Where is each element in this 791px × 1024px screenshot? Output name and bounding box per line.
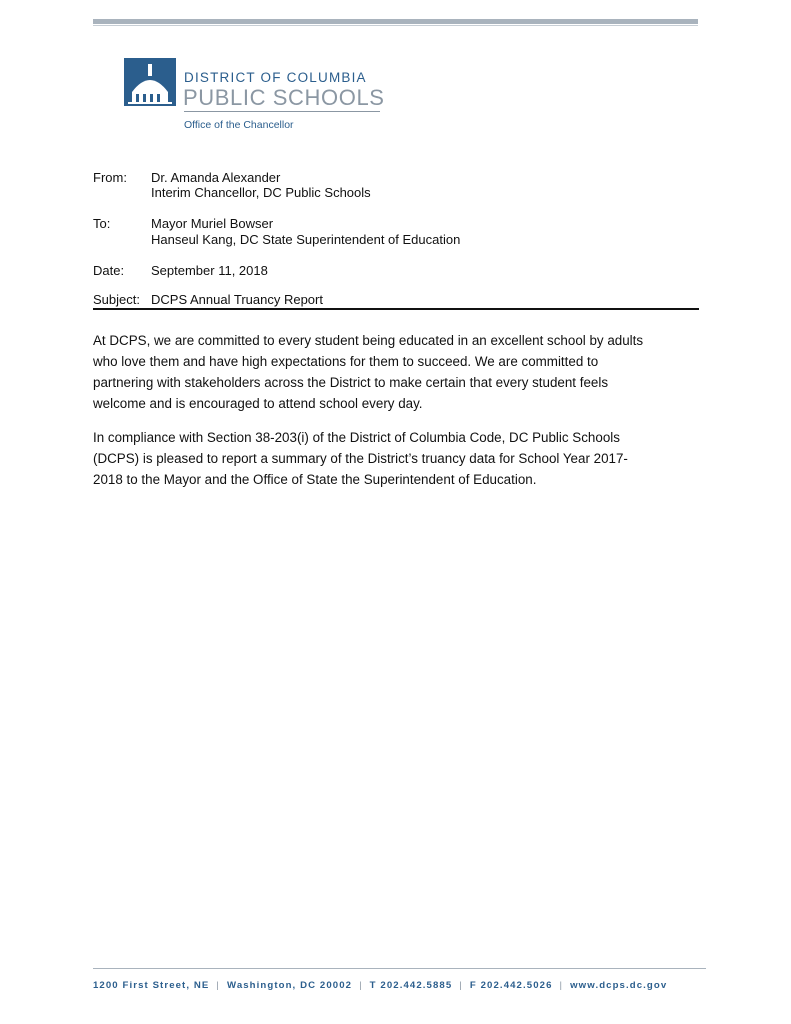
letterhead-logo	[124, 58, 394, 138]
body-line: In compliance with Section 38-203(i) of the District of Columbia Code, DC Public Schools	[93, 430, 620, 445]
footer-rule	[93, 968, 706, 969]
footer-website: www.dcps.dc.gov	[570, 980, 668, 991]
org-name-line2: PUBLIC SCHOOLS	[183, 85, 385, 110]
org-name-line1: DISTRICT OF COLUMBIA	[184, 70, 367, 85]
from-label: From:	[93, 170, 127, 185]
body-line: welcome and is encouraged to attend school every day.	[93, 396, 423, 411]
date-label: Date:	[93, 263, 125, 278]
footer-separator: |	[559, 980, 564, 991]
from-title: Interim Chancellor, DC Public Schools	[151, 185, 371, 200]
logo-divider	[184, 111, 380, 112]
body-paragraph-2	[93, 427, 703, 490]
footer-separator: |	[216, 980, 221, 991]
date-value: September 11, 2018	[151, 263, 268, 278]
body-line: who love them and have high expectations for them to succeed. We are committed to	[93, 354, 599, 369]
to-recipient-1: Mayor Muriel Bowser	[151, 216, 274, 231]
body-paragraph-1	[93, 330, 703, 414]
capitol-dome-icon	[124, 58, 176, 106]
footer-separator: |	[459, 980, 463, 991]
subject-value: DCPS Annual Truancy Report	[151, 292, 323, 307]
body-line: (DCPS) is pleased to report a summary of the District’s truancy data for School Year 2017-	[93, 451, 628, 466]
body-line: 2018 to the Mayor and the Office of State the Superintendent of Education.	[93, 472, 537, 487]
to-recipient-2: Hanseul Kang, DC State Superintendent of Education	[151, 232, 461, 247]
footer-fax: F 202.442.5026	[469, 980, 553, 991]
footer-address: 1200 First Street, NE	[93, 980, 210, 991]
subject-rule	[93, 308, 699, 310]
from-name: Dr. Amanda Alexander	[151, 170, 281, 185]
footer	[93, 980, 667, 991]
office-name: Office of the Chancellor	[184, 119, 294, 131]
body-line: partnering with stakeholders across the District to make certain that every student feels	[93, 375, 609, 390]
subject-label: Subject:	[93, 292, 140, 307]
footer-separator: |	[359, 980, 363, 991]
footer-phone: T 202.442.5885	[369, 980, 453, 991]
footer-city: Washington, DC 20002	[227, 980, 353, 991]
to-label: To:	[93, 216, 111, 231]
header-rule	[93, 19, 698, 24]
body-line: At DCPS, we are committed to every student being educated in an excellent school by adults	[93, 333, 644, 348]
